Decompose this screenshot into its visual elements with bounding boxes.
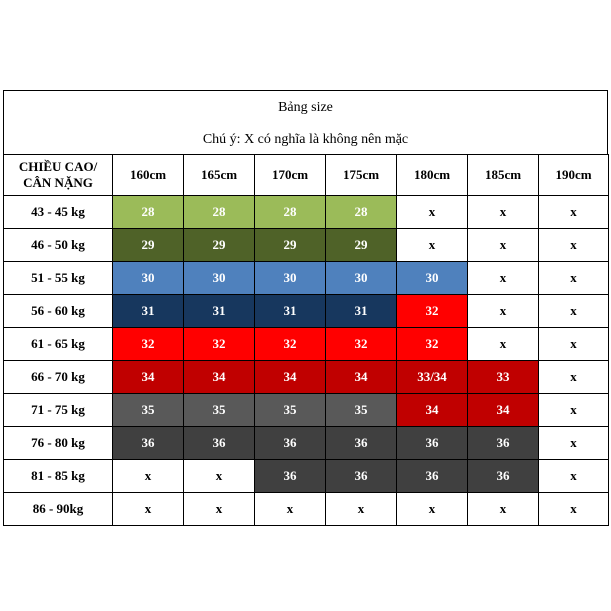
- size-cell: 34: [326, 361, 397, 394]
- size-cell: 28: [113, 196, 184, 229]
- size-cell: 33: [468, 361, 539, 394]
- header-row: [4, 155, 609, 196]
- size-cell: 36: [113, 427, 184, 460]
- not-recommended-cell: x: [539, 493, 609, 526]
- weight-label: 86 - 90kg: [4, 493, 113, 526]
- size-cell: 34: [184, 361, 255, 394]
- size-cell: 29: [184, 229, 255, 262]
- size-cell: 36: [326, 460, 397, 493]
- not-recommended-cell: x: [539, 295, 609, 328]
- not-recommended-cell: x: [468, 229, 539, 262]
- size-cell: 32: [397, 328, 468, 361]
- size-cell: 36: [255, 427, 326, 460]
- size-cell: 30: [113, 262, 184, 295]
- size-cell: 28: [255, 196, 326, 229]
- weight-label: 61 - 65 kg: [4, 328, 113, 361]
- size-cell: 36: [326, 427, 397, 460]
- size-cell: 35: [184, 394, 255, 427]
- table-row: [4, 328, 609, 361]
- table-row: [4, 493, 609, 526]
- size-cell: 28: [184, 196, 255, 229]
- height-header: 175cm: [326, 155, 397, 196]
- not-recommended-cell: x: [468, 196, 539, 229]
- not-recommended-cell: x: [539, 328, 609, 361]
- weight-label: 76 - 80 kg: [4, 427, 113, 460]
- size-cell: 29: [113, 229, 184, 262]
- size-cell: 30: [184, 262, 255, 295]
- size-cell: 34: [397, 394, 468, 427]
- height-header: 185cm: [468, 155, 539, 196]
- not-recommended-cell: x: [468, 493, 539, 526]
- size-cell: 36: [397, 460, 468, 493]
- size-cell: 36: [468, 460, 539, 493]
- size-cell: 29: [255, 229, 326, 262]
- size-cell: 35: [255, 394, 326, 427]
- table-row: [4, 196, 609, 229]
- not-recommended-cell: x: [184, 493, 255, 526]
- height-header: 160cm: [113, 155, 184, 196]
- size-cell: 30: [397, 262, 468, 295]
- table-row: [4, 460, 609, 493]
- not-recommended-cell: x: [255, 493, 326, 526]
- size-cell: 31: [255, 295, 326, 328]
- table-row: [4, 427, 609, 460]
- size-cell: 31: [113, 295, 184, 328]
- size-chart: [3, 90, 608, 521]
- corner-label-line2: CÂN NẶNG: [23, 175, 93, 190]
- height-header: 180cm: [397, 155, 468, 196]
- size-cell: 36: [468, 427, 539, 460]
- weight-label: 71 - 75 kg: [4, 394, 113, 427]
- weight-label: 81 - 85 kg: [4, 460, 113, 493]
- size-cell: 32: [113, 328, 184, 361]
- height-header: 165cm: [184, 155, 255, 196]
- size-cell: 31: [184, 295, 255, 328]
- not-recommended-cell: x: [539, 229, 609, 262]
- size-cell: 34: [113, 361, 184, 394]
- not-recommended-cell: x: [539, 394, 609, 427]
- not-recommended-cell: x: [397, 493, 468, 526]
- size-cell: 30: [255, 262, 326, 295]
- table-row: [4, 229, 609, 262]
- table-body: [4, 196, 609, 526]
- corner-header: [4, 155, 113, 196]
- not-recommended-cell: x: [468, 328, 539, 361]
- not-recommended-cell: x: [539, 427, 609, 460]
- size-cell: 35: [326, 394, 397, 427]
- size-cell: 36: [255, 460, 326, 493]
- not-recommended-cell: x: [326, 493, 397, 526]
- size-cell: 34: [468, 394, 539, 427]
- size-cell: 35: [113, 394, 184, 427]
- not-recommended-cell: x: [539, 460, 609, 493]
- weight-label: 51 - 55 kg: [4, 262, 113, 295]
- size-cell: 32: [255, 328, 326, 361]
- not-recommended-cell: x: [539, 361, 609, 394]
- size-chart-title: Bảng size: [278, 100, 333, 115]
- not-recommended-cell: x: [539, 262, 609, 295]
- size-chart-header: [3, 90, 608, 155]
- not-recommended-cell: x: [397, 229, 468, 262]
- size-cell: 31: [326, 295, 397, 328]
- size-cell: 32: [397, 295, 468, 328]
- not-recommended-cell: x: [539, 196, 609, 229]
- size-cell: 34: [255, 361, 326, 394]
- not-recommended-cell: x: [468, 262, 539, 295]
- height-header: 190cm: [539, 155, 609, 196]
- weight-label: 46 - 50 kg: [4, 229, 113, 262]
- not-recommended-cell: x: [397, 196, 468, 229]
- size-cell: 36: [397, 427, 468, 460]
- table-row: [4, 295, 609, 328]
- size-cell: 29: [326, 229, 397, 262]
- table-row: [4, 262, 609, 295]
- corner-label-line1: CHIỀU CAO/: [18, 159, 98, 174]
- not-recommended-cell: x: [184, 460, 255, 493]
- weight-label: 66 - 70 kg: [4, 361, 113, 394]
- table-row: [4, 361, 609, 394]
- not-recommended-cell: x: [113, 493, 184, 526]
- size-cell: 28: [326, 196, 397, 229]
- weight-label: 56 - 60 kg: [4, 295, 113, 328]
- height-header: 170cm: [255, 155, 326, 196]
- size-cell: 32: [184, 328, 255, 361]
- table-row: [4, 394, 609, 427]
- size-cell: 36: [184, 427, 255, 460]
- not-recommended-cell: x: [468, 295, 539, 328]
- weight-label: 43 - 45 kg: [4, 196, 113, 229]
- size-cell: 32: [326, 328, 397, 361]
- size-cell: 33/34: [397, 361, 468, 394]
- size-cell: 30: [326, 262, 397, 295]
- not-recommended-cell: x: [113, 460, 184, 493]
- size-table: [3, 154, 609, 526]
- size-chart-note: Chú ý: X có nghĩa là không nên mặc: [202, 132, 409, 147]
